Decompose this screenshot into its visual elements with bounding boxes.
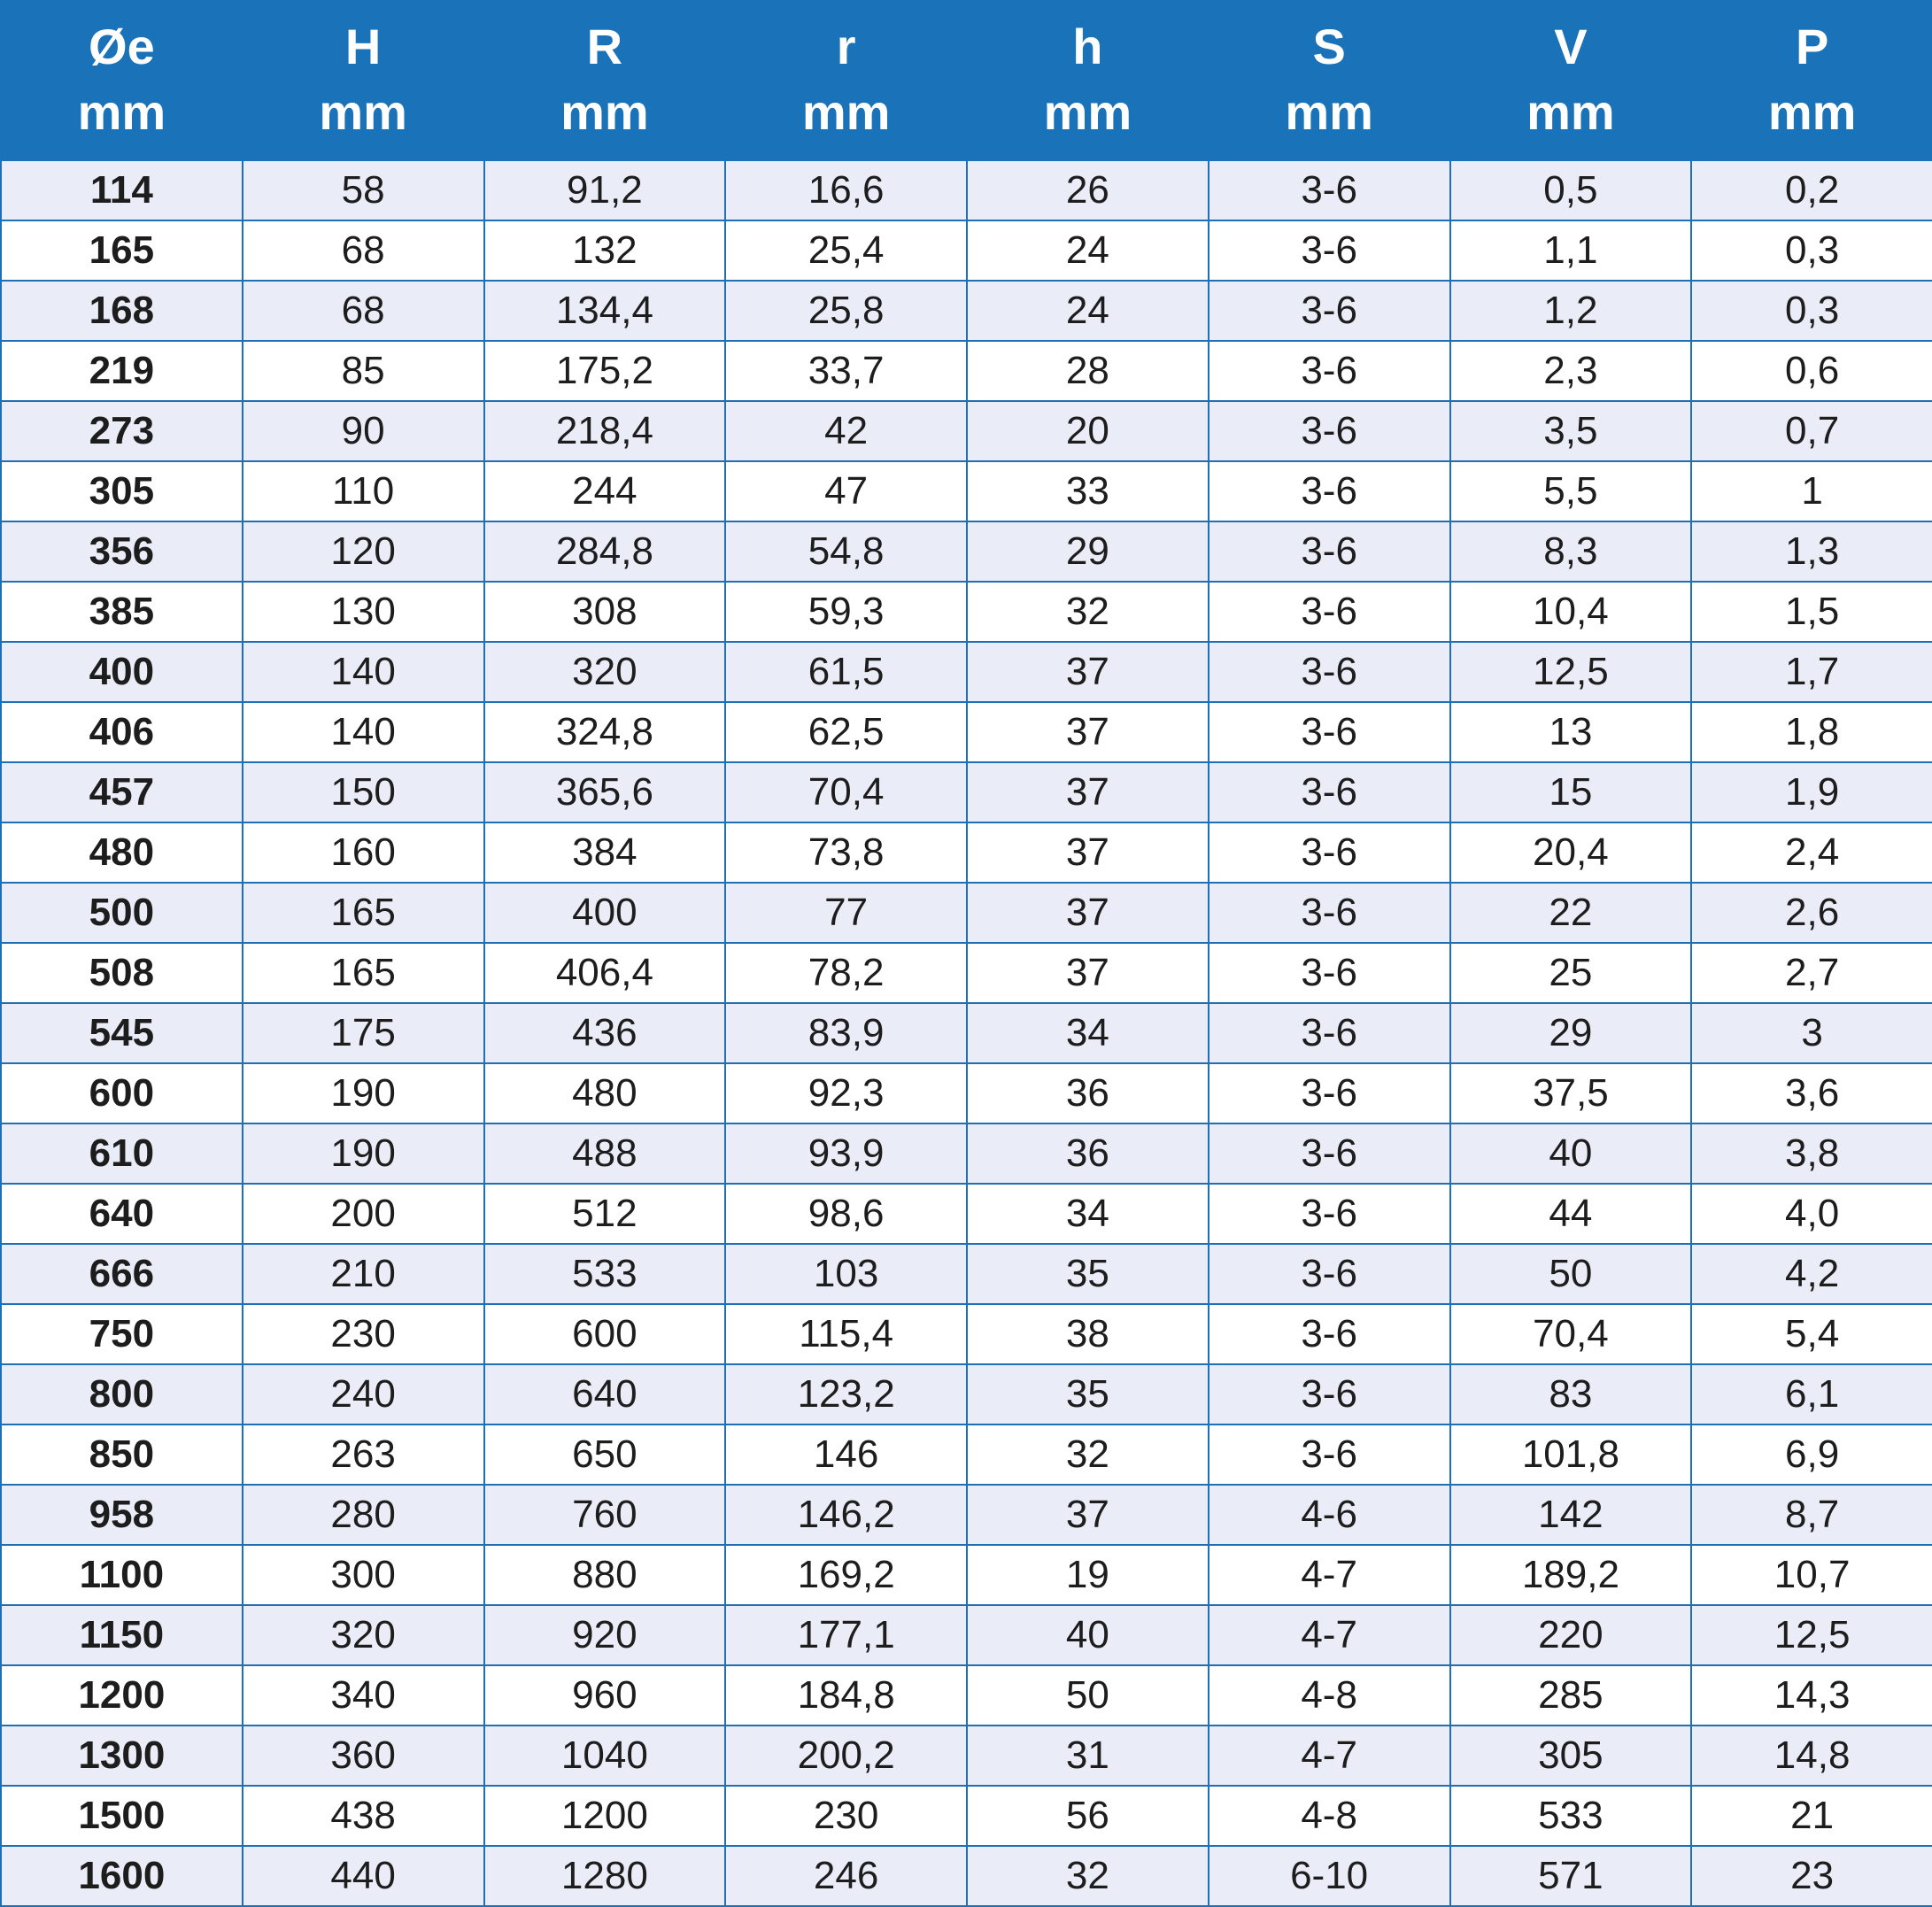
cell-v: 44 [1450,1184,1692,1244]
cell-r-lower: 54,8 [725,521,967,582]
cell-r-lower: 42 [725,401,967,461]
cell-s: 4-7 [1209,1605,1450,1665]
cell-oe: 406 [1,702,243,762]
cell-oe: 168 [1,281,243,341]
cell-r-lower: 77 [725,883,967,943]
cell-r-lower: 47 [725,461,967,521]
cell-h-lower: 26 [967,160,1209,220]
cell-r-upper: 175,2 [484,341,726,401]
cell-v: 285 [1450,1665,1692,1726]
table-row [1,1424,1932,1485]
column-header-h-upper [243,0,484,160]
cell-r-upper: 1200 [484,1786,726,1846]
cell-h-upper: 340 [243,1665,484,1726]
cell-h-lower: 56 [967,1786,1209,1846]
cell-s: 3-6 [1209,1123,1450,1184]
cell-p: 0,6 [1691,341,1932,401]
cell-r-lower: 33,7 [725,341,967,401]
table-row [1,582,1932,642]
cell-h-upper: 165 [243,943,484,1003]
cell-p: 0,3 [1691,281,1932,341]
table-row [1,1485,1932,1545]
cell-p: 14,8 [1691,1726,1932,1786]
cell-oe: 457 [1,762,243,822]
cell-r-lower: 98,6 [725,1184,967,1244]
cell-r-lower: 70,4 [725,762,967,822]
cell-s: 3-6 [1209,702,1450,762]
cell-oe: 640 [1,1184,243,1244]
cell-v: 2,3 [1450,341,1692,401]
cell-h-upper: 90 [243,401,484,461]
table-row [1,1846,1932,1906]
cell-r-lower: 62,5 [725,702,967,762]
cell-h-upper: 110 [243,461,484,521]
table-body [1,160,1932,1906]
cell-r-lower: 184,8 [725,1665,967,1726]
cell-h-upper: 165 [243,883,484,943]
column-header-p [1691,0,1932,160]
cell-v: 5,5 [1450,461,1692,521]
cell-r-upper: 324,8 [484,702,726,762]
cell-v: 10,4 [1450,582,1692,642]
cell-r-upper: 436 [484,1003,726,1063]
table-row [1,1726,1932,1786]
table-row [1,1063,1932,1123]
cell-v: 101,8 [1450,1424,1692,1485]
cell-oe: 850 [1,1424,243,1485]
cell-r-lower: 83,9 [725,1003,967,1063]
cell-h-lower: 33 [967,461,1209,521]
cell-oe: 666 [1,1244,243,1304]
cell-v: 22 [1450,883,1692,943]
cell-r-upper: 1040 [484,1726,726,1786]
cell-r-upper: 1280 [484,1846,726,1906]
cell-h-lower: 50 [967,1665,1209,1726]
cell-v: 3,5 [1450,401,1692,461]
cell-r-upper: 760 [484,1485,726,1545]
cell-s: 3-6 [1209,822,1450,883]
cell-p: 6,1 [1691,1364,1932,1424]
cell-s: 3-6 [1209,521,1450,582]
cell-h-lower: 37 [967,762,1209,822]
table-header [1,0,1932,160]
column-unit: mm [1767,84,1857,140]
cell-oe: 1500 [1,1786,243,1846]
cell-oe: 219 [1,341,243,401]
cell-oe: 508 [1,943,243,1003]
cell-p: 3 [1691,1003,1932,1063]
cell-v: 1,1 [1450,220,1692,281]
column-unit: mm [77,84,166,140]
cell-s: 4-7 [1209,1726,1450,1786]
cell-v: 29 [1450,1003,1692,1063]
cell-s: 4-7 [1209,1545,1450,1605]
cell-r-upper: 91,2 [484,160,726,220]
table-row [1,822,1932,883]
cell-p: 1,3 [1691,521,1932,582]
cell-r-upper: 533 [484,1244,726,1304]
column-unit: mm [1043,84,1132,140]
cell-h-lower: 32 [967,1424,1209,1485]
cell-h-upper: 120 [243,521,484,582]
cell-h-upper: 438 [243,1786,484,1846]
cell-r-upper: 132 [484,220,726,281]
table-row [1,1364,1932,1424]
cell-p: 3,8 [1691,1123,1932,1184]
table-row [1,1786,1932,1846]
cell-r-lower: 146 [725,1424,967,1485]
cell-h-upper: 58 [243,160,484,220]
column-header-r-lower [725,0,967,160]
column-symbol: Øe [89,19,155,74]
cell-p: 1,9 [1691,762,1932,822]
cell-v: 142 [1450,1485,1692,1545]
cell-r-lower: 200,2 [725,1726,967,1786]
cell-r-lower: 146,2 [725,1485,967,1545]
cell-h-upper: 360 [243,1726,484,1786]
cell-s: 4-8 [1209,1786,1450,1846]
cell-r-upper: 284,8 [484,521,726,582]
cell-h-lower: 34 [967,1003,1209,1063]
cell-h-upper: 263 [243,1424,484,1485]
cell-s: 3-6 [1209,762,1450,822]
cell-r-lower: 59,3 [725,582,967,642]
table-row [1,1304,1932,1364]
column-unit: mm [801,84,891,140]
cell-r-upper: 480 [484,1063,726,1123]
cell-s: 3-6 [1209,220,1450,281]
cell-r-lower: 93,9 [725,1123,967,1184]
cell-h-upper: 85 [243,341,484,401]
cell-r-lower: 78,2 [725,943,967,1003]
cell-r-lower: 92,3 [725,1063,967,1123]
table-row [1,1665,1932,1726]
cell-h-upper: 68 [243,281,484,341]
cell-r-lower: 16,6 [725,160,967,220]
table-row [1,702,1932,762]
cell-s: 3-6 [1209,1063,1450,1123]
cell-oe: 385 [1,582,243,642]
column-symbol: h [1072,19,1103,74]
cell-h-upper: 160 [243,822,484,883]
cell-p: 0,2 [1691,160,1932,220]
cell-p: 1,5 [1691,582,1932,642]
cell-s: 3-6 [1209,1244,1450,1304]
column-unit: mm [1526,84,1615,140]
cell-oe: 600 [1,1063,243,1123]
cell-p: 2,7 [1691,943,1932,1003]
cell-oe: 1200 [1,1665,243,1726]
cell-h-upper: 200 [243,1184,484,1244]
cell-h-lower: 19 [967,1545,1209,1605]
cell-h-lower: 32 [967,1846,1209,1906]
cell-h-upper: 190 [243,1063,484,1123]
cell-v: 25 [1450,943,1692,1003]
cell-h-lower: 36 [967,1063,1209,1123]
table-row [1,401,1932,461]
cell-h-lower: 24 [967,281,1209,341]
table-row [1,160,1932,220]
cell-h-upper: 230 [243,1304,484,1364]
cell-oe: 610 [1,1123,243,1184]
cell-r-upper: 365,6 [484,762,726,822]
cell-r-upper: 320 [484,642,726,702]
cell-oe: 356 [1,521,243,582]
cell-p: 8,7 [1691,1485,1932,1545]
cell-r-upper: 244 [484,461,726,521]
cell-oe: 400 [1,642,243,702]
cell-p: 0,7 [1691,401,1932,461]
cell-h-lower: 36 [967,1123,1209,1184]
cell-h-upper: 320 [243,1605,484,1665]
cell-s: 3-6 [1209,943,1450,1003]
cell-h-lower: 38 [967,1304,1209,1364]
cell-s: 3-6 [1209,1184,1450,1244]
cell-h-upper: 68 [243,220,484,281]
cell-v: 20,4 [1450,822,1692,883]
cell-v: 50 [1450,1244,1692,1304]
table-row [1,1545,1932,1605]
cell-h-lower: 28 [967,341,1209,401]
cell-r-upper: 406,4 [484,943,726,1003]
cell-h-upper: 140 [243,702,484,762]
cell-v: 571 [1450,1846,1692,1906]
cell-h-upper: 190 [243,1123,484,1184]
cell-h-lower: 37 [967,702,1209,762]
cell-p: 4,2 [1691,1244,1932,1304]
table-row [1,1184,1932,1244]
table-row [1,762,1932,822]
cell-r-lower: 230 [725,1786,967,1846]
cell-r-upper: 880 [484,1545,726,1605]
cell-s: 3-6 [1209,281,1450,341]
cell-v: 1,2 [1450,281,1692,341]
cell-v: 70,4 [1450,1304,1692,1364]
cell-oe: 305 [1,461,243,521]
cell-p: 10,7 [1691,1545,1932,1605]
cell-p: 5,4 [1691,1304,1932,1364]
cell-s: 6-10 [1209,1846,1450,1906]
cell-h-upper: 440 [243,1846,484,1906]
cell-s: 3-6 [1209,642,1450,702]
cell-r-upper: 600 [484,1304,726,1364]
cell-v: 533 [1450,1786,1692,1846]
cell-oe: 545 [1,1003,243,1063]
column-header-oe [1,0,243,160]
cell-h-upper: 280 [243,1485,484,1545]
cell-h-lower: 20 [967,401,1209,461]
column-symbol: r [836,19,856,74]
cell-p: 12,5 [1691,1605,1932,1665]
cell-h-lower: 31 [967,1726,1209,1786]
cell-p: 23 [1691,1846,1932,1906]
cell-h-upper: 140 [243,642,484,702]
cell-h-lower: 34 [967,1184,1209,1244]
cell-h-upper: 240 [243,1364,484,1424]
cell-h-upper: 150 [243,762,484,822]
cell-p: 1,8 [1691,702,1932,762]
cell-h-lower: 37 [967,822,1209,883]
cell-h-lower: 37 [967,642,1209,702]
cell-oe: 750 [1,1304,243,1364]
cell-r-upper: 400 [484,883,726,943]
cell-r-lower: 115,4 [725,1304,967,1364]
cell-h-lower: 32 [967,582,1209,642]
cell-r-lower: 246 [725,1846,967,1906]
cell-oe: 165 [1,220,243,281]
cell-v: 189,2 [1450,1545,1692,1605]
cell-r-upper: 218,4 [484,401,726,461]
column-header-s [1209,0,1450,160]
column-unit: mm [319,84,407,140]
cell-oe: 1300 [1,1726,243,1786]
column-unit: mm [1285,84,1373,140]
cell-r-upper: 512 [484,1184,726,1244]
cell-p: 1 [1691,461,1932,521]
cell-oe: 480 [1,822,243,883]
table-row [1,1244,1932,1304]
column-unit: mm [560,84,649,140]
cell-h-lower: 37 [967,943,1209,1003]
column-header-h-lower [967,0,1209,160]
cell-v: 305 [1450,1726,1692,1786]
cell-r-lower: 73,8 [725,822,967,883]
cell-v: 8,3 [1450,521,1692,582]
cell-oe: 958 [1,1485,243,1545]
cell-oe: 1100 [1,1545,243,1605]
cell-r-lower: 177,1 [725,1605,967,1665]
column-header-r-upper [484,0,726,160]
column-header-v [1450,0,1692,160]
cell-h-lower: 40 [967,1605,1209,1665]
table-row [1,220,1932,281]
cell-s: 3-6 [1209,1424,1450,1485]
table-row [1,341,1932,401]
cell-p: 3,6 [1691,1063,1932,1123]
cell-s: 3-6 [1209,401,1450,461]
cell-r-lower: 123,2 [725,1364,967,1424]
cell-p: 0,3 [1691,220,1932,281]
cell-r-lower: 25,8 [725,281,967,341]
cell-s: 3-6 [1209,1364,1450,1424]
cell-v: 40 [1450,1123,1692,1184]
cell-v: 15 [1450,762,1692,822]
cell-h-lower: 35 [967,1244,1209,1304]
cell-s: 3-6 [1209,160,1450,220]
cell-h-lower: 37 [967,1485,1209,1545]
table-row [1,461,1932,521]
cell-r-upper: 488 [484,1123,726,1184]
cell-p: 6,9 [1691,1424,1932,1485]
cell-h-upper: 300 [243,1545,484,1605]
cell-r-upper: 384 [484,822,726,883]
cell-s: 3-6 [1209,1304,1450,1364]
cell-h-upper: 130 [243,582,484,642]
column-symbol: P [1795,19,1829,74]
cell-r-upper: 960 [484,1665,726,1726]
cell-r-lower: 25,4 [725,220,967,281]
cell-p: 21 [1691,1786,1932,1846]
cell-v: 12,5 [1450,642,1692,702]
cell-oe: 500 [1,883,243,943]
header-row [1,0,1932,160]
cell-p: 1,7 [1691,642,1932,702]
table-row [1,943,1932,1003]
cell-s: 3-6 [1209,341,1450,401]
cell-oe: 114 [1,160,243,220]
cell-v: 0,5 [1450,160,1692,220]
table-row [1,883,1932,943]
cell-r-lower: 61,5 [725,642,967,702]
table-row [1,1003,1932,1063]
cell-r-lower: 169,2 [725,1545,967,1605]
cell-v: 13 [1450,702,1692,762]
cell-oe: 1150 [1,1605,243,1665]
cell-oe: 1600 [1,1846,243,1906]
column-symbol: H [344,19,382,74]
cell-p: 2,6 [1691,883,1932,943]
table-row [1,1605,1932,1665]
cell-r-lower: 103 [725,1244,967,1304]
cell-v: 37,5 [1450,1063,1692,1123]
cell-p: 14,3 [1691,1665,1932,1726]
cell-s: 3-6 [1209,1003,1450,1063]
cell-s: 4-8 [1209,1665,1450,1726]
table-row [1,1123,1932,1184]
cell-s: 3-6 [1209,883,1450,943]
cell-s: 4-6 [1209,1485,1450,1545]
cell-p: 2,4 [1691,822,1932,883]
column-symbol: V [1554,19,1588,74]
cell-h-upper: 175 [243,1003,484,1063]
cell-r-upper: 640 [484,1364,726,1424]
cell-r-upper: 650 [484,1424,726,1485]
cell-h-lower: 37 [967,883,1209,943]
cell-r-upper: 920 [484,1605,726,1665]
table-row [1,642,1932,702]
column-symbol: S [1312,19,1346,74]
cell-oe: 800 [1,1364,243,1424]
cell-r-upper: 134,4 [484,281,726,341]
column-symbol: R [586,19,623,74]
cell-r-upper: 308 [484,582,726,642]
cell-p: 4,0 [1691,1184,1932,1244]
cell-h-lower: 24 [967,220,1209,281]
cell-v: 220 [1450,1605,1692,1665]
cell-v: 83 [1450,1364,1692,1424]
cell-h-lower: 35 [967,1364,1209,1424]
table-row [1,281,1932,341]
cell-s: 3-6 [1209,582,1450,642]
cell-oe: 273 [1,401,243,461]
cell-h-upper: 210 [243,1244,484,1304]
cell-h-lower: 29 [967,521,1209,582]
table-row [1,521,1932,582]
cell-s: 3-6 [1209,461,1450,521]
